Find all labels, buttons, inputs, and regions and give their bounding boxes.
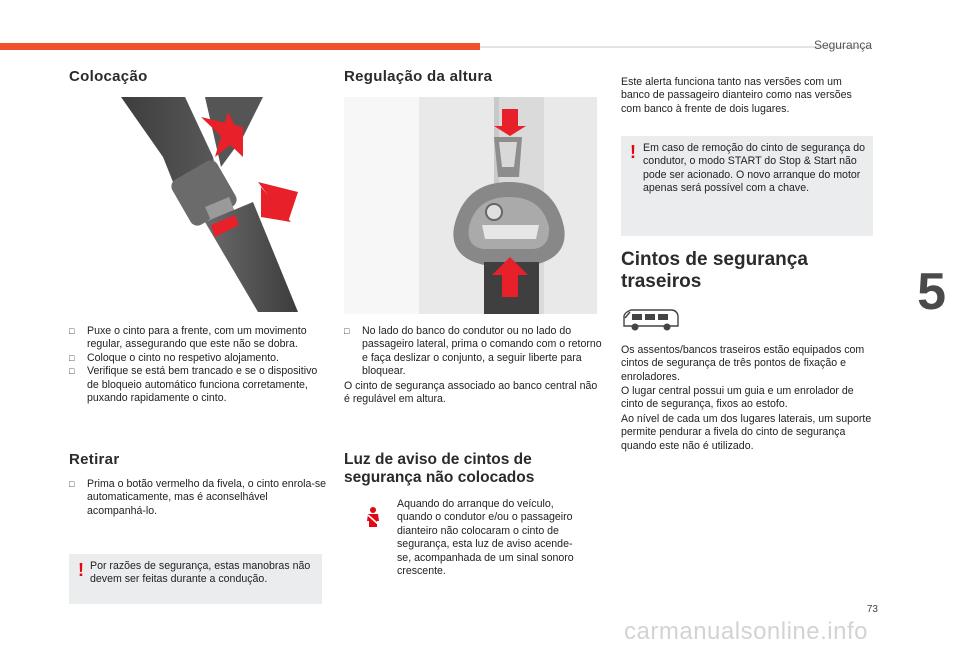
warning-box-left: [69, 554, 322, 604]
checkbox-bullet-icon: □: [69, 352, 75, 363]
heading-cintos-traseiros: Cintos de segurança traseiros: [621, 249, 808, 292]
checkbox-bullet-icon: □: [344, 326, 350, 336]
watermark: carmanualsonline.info: [624, 618, 868, 645]
heading-colocacao: Colocação: [69, 68, 148, 85]
buckle-figure: [93, 97, 298, 312]
van-icon: [621, 306, 681, 334]
page-number: 73: [866, 604, 878, 615]
header-accent-bar: [0, 43, 480, 50]
checkbox-bullet-icon: □: [69, 479, 75, 489]
buckle-illustration: [93, 97, 298, 312]
checkbox-bullet-icon: □: [69, 326, 75, 336]
intro-text: Este alerta funciona tanto nas versões com um banco de passageiro dianteiro como nas versões com banco à frente de dois lugares.: [621, 76, 852, 115]
regulacao-note: O cinto de segurança associado ao banco central não é regulável em altura.: [344, 380, 598, 406]
seatbelt-warning-icon: [362, 506, 384, 528]
traseiros-paragraph-1: Os assentos/bancos traseiros estão equipados com cintos de segurança de três pontos de fixação e enroladores.: [621, 344, 865, 383]
retirar-list: [69, 478, 327, 518]
list-item: □ Prima o botão vermelho da fivela, o cinto enrola-se automaticamente, mas é aconselhável acompanhá-lo.: [69, 478, 327, 517]
height-adjust-figure: [344, 97, 597, 314]
chapter-number: 5: [917, 263, 946, 321]
height-adjust-illustration: [344, 97, 597, 314]
list-item: □ Verifique se está bem trancado e se o dispositivo de bloqueio automático funciona corretamente, puxando rapidamente o cinto.: [69, 365, 318, 405]
list-item: □ Puxe o cinto para a frente, com um movimento regular, assegurando que este não se dobra.: [69, 325, 307, 351]
checkbox-bullet-icon: □: [69, 366, 75, 377]
section-label: Segurança: [813, 38, 872, 52]
list-item: □ Coloque o cinto no respetivo alojamento.: [69, 351, 279, 364]
traseiros-paragraph-3: Ao nível de cada um dos lugares laterais, um suporte permite pendurar a fivela do cinto de segurança quando este não é utilizado.: [621, 413, 872, 452]
heading-retirar: Retirar: [69, 451, 120, 468]
header-divider: [480, 46, 870, 48]
traseiros-paragraph-2: O lugar central possui um guia e um enrolador de cinto de segurança, fixos ao estofo.: [621, 385, 854, 411]
warning-text: Por razões de segurança, estas manobras não devem ser feitas durante a condução.: [90, 560, 311, 586]
heading-luz-aviso: Luz de aviso de cintos de segurança não colocados: [344, 451, 535, 486]
heading-regulacao: Regulação da altura: [344, 68, 493, 85]
list-item: □ No lado do banco do condutor ou no lado do passageiro lateral, prima o comando com o retorno e faça deslizar o conjunto, a seguir liberte para bloquear.: [344, 325, 602, 378]
luz-aviso-text: Aquando do arranque do veículo, quando o condutor e/ou o passageiro dianteiro não colocaram o cinto de segurança, esta luz de aviso acende-se, acompanhada de um sinal sonoro crescente.: [397, 498, 574, 578]
warning-text: Em caso de remoção do cinto de segurança do condutor, o modo START do Stop & Start não pode ser acionado. O novo arranque do motor apenas será possível com a chave.: [643, 142, 866, 195]
exclamation-icon: !: [78, 560, 84, 580]
regulacao-list: [344, 325, 602, 379]
colocacao-list: [69, 325, 327, 405]
exclamation-icon: !: [630, 142, 636, 162]
warning-box-right: [621, 136, 873, 236]
